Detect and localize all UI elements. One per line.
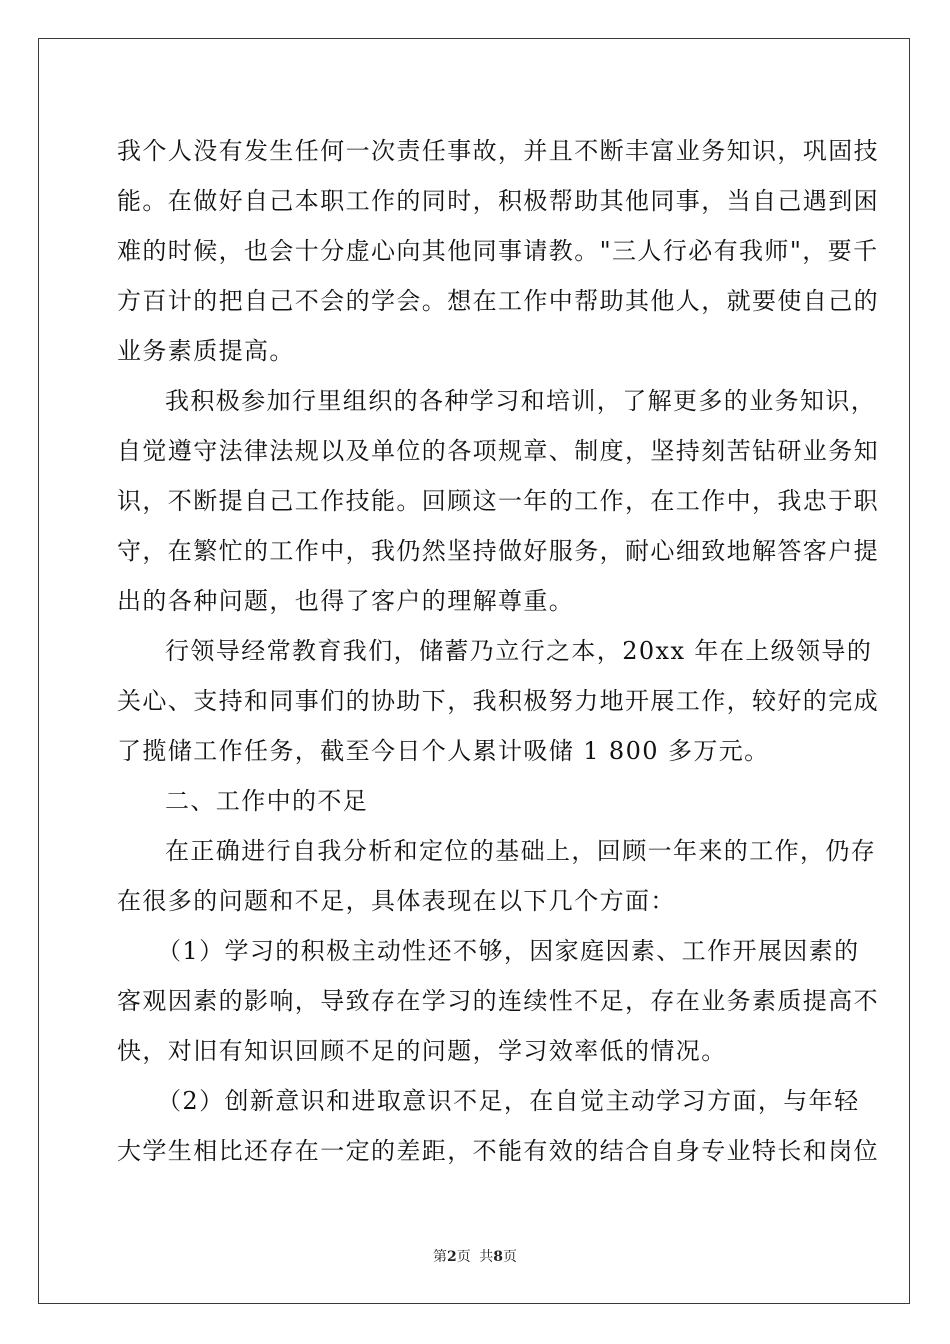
text-line: 在正确进行自我分析和定位的基础上，回顾一年来的工作，仍存 <box>165 837 877 865</box>
total-label-unit: 页 <box>502 1249 517 1265</box>
list-item-line: （1）学习的积极主动性还不够，因家庭因素、工作开展因素的 <box>157 937 860 965</box>
page-footer <box>0 1246 950 1266</box>
text-line: 出的各种问题，也得了客户的理解尊重。 <box>117 587 575 615</box>
text-line: 能。在做好自己本职工作的同时，积极帮助其他同事，当自己遇到困 <box>117 187 879 215</box>
text-line: 大学生相比还存在一定的差距，不能有效的结合自身专业特长和岗位 <box>117 1137 879 1165</box>
text-line: 方百计的把自己不会的学会。想在工作中帮助其他人，就要使自己的 <box>117 287 879 315</box>
total-pages: 8 <box>493 1249 503 1265</box>
document-body <box>117 126 879 1176</box>
text-line: 我个人没有发生任何一次责任事故，并且不断丰富业务知识，巩固技 <box>117 137 879 165</box>
text-line: 我积极参加行里组织的各种学习和培训，了解更多的业务知识， <box>165 387 877 415</box>
page-label-unit: 页 <box>456 1249 471 1265</box>
page-number: 2 <box>447 1249 457 1265</box>
text-line: 难的时候，也会十分虚心向其他同事请教。"三人行必有我师"，要千 <box>117 237 879 265</box>
text-line: 快，对旧有知识回顾不足的问题，学习效率低的情况。 <box>117 1037 727 1065</box>
text-line: 守，在繁忙的工作中，我仍然坚持做好服务，耐心细致地解答客户提 <box>117 537 879 565</box>
text-line: 自觉遵守法律法规以及单位的各项规章、制度，坚持刻苦钻研业务知 <box>117 437 879 465</box>
text-line: 客观因素的影响，导致存在学习的连续性不足，存在业务素质提高不 <box>117 987 879 1015</box>
section-heading: 二、工作中的不足 <box>165 787 369 815</box>
text-line: 业务素质提高。 <box>117 337 295 365</box>
text-line: 关心、支持和同事们的协助下，我积极努力地开展工作，较好的完成 <box>117 687 879 715</box>
text-line: 识，不断提自己工作技能。回顾这一年的工作，在工作中，我忠于职 <box>117 487 879 515</box>
text-line: 了揽储工作任务，截至今日个人累计吸储 1 800 多万元。 <box>117 737 770 765</box>
total-label-prefix: 共 <box>479 1249 494 1265</box>
text-line: 行领导经常教育我们，储蓄乃立行之本，20xx 年在上级领导的 <box>165 637 873 665</box>
page-label-prefix: 第 <box>433 1249 448 1265</box>
list-item-line: （2）创新意识和进取意识不足，在自觉主动学习方面，与年轻 <box>157 1087 860 1115</box>
text-line: 在很多的问题和不足，具体表现在以下几个方面： <box>117 887 676 915</box>
